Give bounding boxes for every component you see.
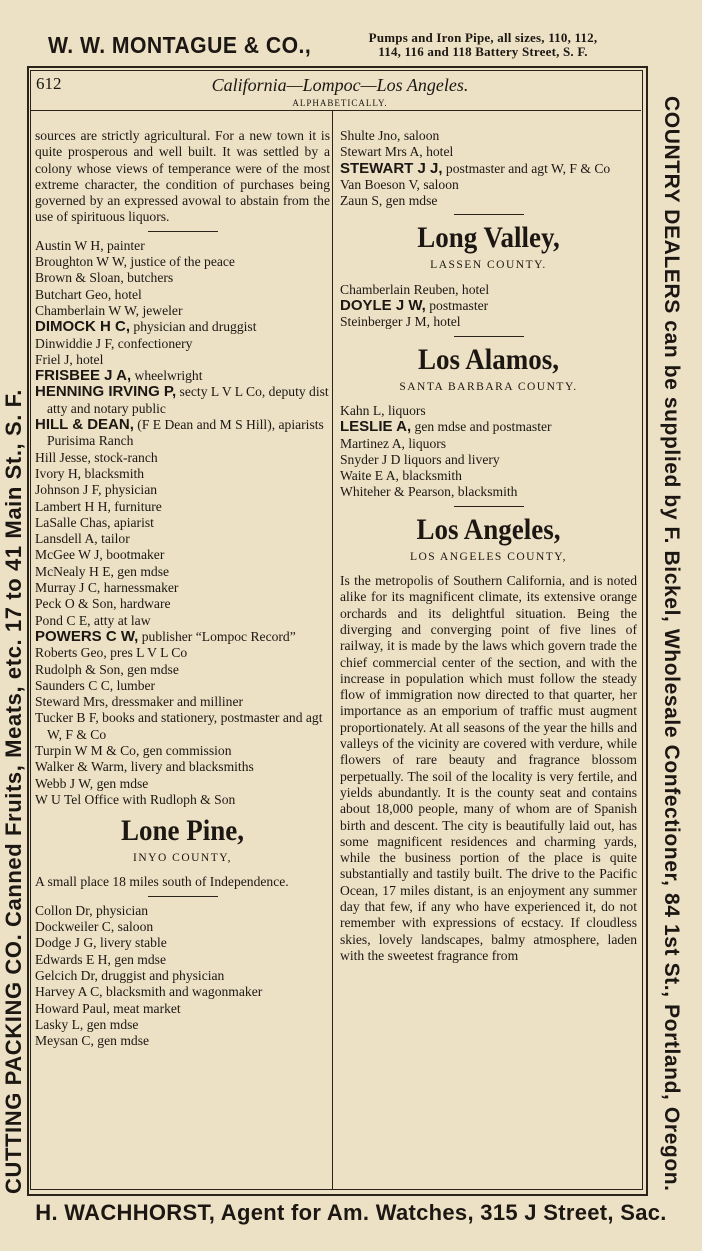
header-rule [30, 110, 641, 111]
listing-entry [340, 128, 637, 144]
listing-entry [35, 743, 330, 759]
listing-name-bold: POWERS C W, [35, 627, 139, 645]
left-column [35, 128, 330, 1049]
listing-text: Harvey A C, blacksmith and wagonmaker [35, 984, 263, 1000]
listing-entry [35, 1001, 330, 1017]
listing-text: gen mdse and postmaster [411, 419, 552, 435]
listing-entry [35, 336, 330, 352]
town-name-los-angeles: Los Angeles, [416, 512, 561, 546]
listing-text: Waite E A, blacksmith [340, 468, 462, 484]
listing-name-bold: STEWART J J, [340, 159, 443, 177]
column-divider [332, 111, 333, 1189]
listing-text: Pond C E, atty at law [35, 612, 151, 628]
listing-text: Steinberger J M, hotel [340, 314, 461, 330]
listing-text: Lasky L, gen mdse [35, 1016, 139, 1032]
listing-text: postmaster [425, 298, 489, 314]
left-margin-advertisement [0, 66, 28, 1196]
listing-entry [35, 710, 330, 743]
listing-text: Lansdell A, tailor [35, 531, 130, 547]
lompoc-listings-continued [340, 128, 637, 209]
listing-text: Edwards E H, gen mdse [35, 951, 166, 967]
listing-text: McNealy H E, gen mdse [35, 563, 170, 579]
listing-text: Tucker B F, books and stationery, postmaster and agt W, F & Co [35, 710, 323, 742]
listing-entry [340, 468, 637, 484]
listing-entry [340, 144, 637, 160]
listing-text: Hill Jesse, stock-ranch [35, 449, 158, 465]
listing-entry [340, 419, 637, 435]
listing-entry [35, 694, 330, 710]
county-lone-pine: INYO COUNTY, [133, 852, 232, 865]
listing-text: Dockweiler C, saloon [35, 919, 154, 935]
listing-text: McGee W J, bootmaker [35, 547, 165, 563]
listing-text: Collon Dr, physician [35, 902, 149, 918]
listing-entry [35, 450, 330, 466]
listing-text: Rudolph & Son, gen mdse [35, 661, 179, 677]
listing-entry [35, 547, 330, 563]
page-subtitle: ALPHABETICALLY. [292, 98, 388, 108]
listing-text: Brown & Sloan, butchers [35, 270, 174, 286]
los-angeles-description: Is the metropolis of Southern California, and is noted alike for its magnificent climate, its extensive orange orchards and its delightful situation. Being the diverging and converging point of five lines of railway, it is made by the laws which govern trade the chief commercial center of the section, and with the increase in population which must follow the steady flow of immigration now directed to that quarter, her importance as an emporium of traffic must augment proportionately. At all seasons of the year the hills and valleys of the vicinity are covered with verdure, while flowers of rare beauty and fragrance blossom perpetually. The soil of the locality is very fertile, and yields abundantly. It is the county seat and contains about 18,000 people, many of whom are of Spanish birth and descent. The city is beautifully laid out, has some magnificent residences and charming yards, while the business portion of the place is quite substantially and tastily built. The drive to the Pacific Ocean, 17 miles distant, is an enjoyment any summer day that few, if any who have experienced it, do not remember with expressions of ecstacy. If cloudless skies, lovely landscapes, balmy atmosphere, laden with the sweetest fragrance from [340, 573, 637, 963]
advertiser-tagline [318, 31, 648, 59]
top-advertisement [48, 30, 648, 64]
listing-text: Ivory H, blacksmith [35, 465, 145, 481]
listing-text: Shulte Jno, saloon [340, 128, 440, 143]
long-valley-listings [340, 282, 637, 331]
listing-text: Roberts Geo, pres L V L Co [35, 645, 188, 661]
right-column [340, 128, 637, 964]
listing-text: postmaster and agt W, F & Co [442, 160, 611, 176]
listing-text: Lambert H H, furniture [35, 498, 162, 514]
right-margin-text: COUNTRY DEALERS can be supplied by F. Bickel, Wholesale Confectioner, 84 1st St., Portland, Oregon. [660, 96, 683, 1192]
section-rule [454, 506, 524, 507]
listing-entry [35, 564, 330, 580]
listing-text: Peck O & Son, hardware [35, 596, 171, 612]
county-los-angeles: LOS ANGELES COUNTY, [409, 550, 568, 563]
page-number: 612 [36, 74, 62, 93]
town-name-long-valley: Long Valley, [417, 221, 560, 255]
town-name-los-alamos: Los Alamos, [417, 342, 560, 376]
tagline-line-1: Pumps and Iron Pipe, all sizes, 110, 112, [368, 30, 598, 45]
listing-text: Austin W H, painter [35, 237, 145, 253]
listing-entry [35, 759, 330, 775]
left-margin-text: CUTTING PACKING CO. Canned Fruits, Meats, etc. 17 to 41 Main St., S. F. [1, 389, 26, 1194]
listing-text: Saunders C C, lumber [35, 677, 156, 693]
listing-text: Murray J C, harnessmaker [35, 580, 179, 596]
listing-entry [35, 968, 330, 984]
listing-text: Johnson J F, physician [35, 482, 158, 498]
listing-text: Gelcich Dr, druggist and physician [35, 967, 225, 983]
listing-text: Butchart Geo, hotel [35, 286, 142, 302]
los-alamos-listings [340, 403, 637, 501]
listing-entry [35, 482, 330, 498]
listing-text: Turpin W M & Co, gen commission [35, 742, 232, 758]
listing-text: secty L V L Co, deputy dist atty and notary public [47, 384, 329, 416]
listing-entry [340, 177, 637, 193]
listing-entry [35, 368, 330, 384]
listing-entry [35, 613, 330, 629]
listing-entry [35, 629, 330, 645]
listing-entry [35, 417, 330, 450]
listing-text: Dodge J G, livery stable [35, 935, 167, 951]
listing-name-bold: FRISBEE J A, [35, 367, 132, 385]
listing-name-bold: HENNING IRVING P, [35, 383, 177, 401]
listing-entry [35, 352, 330, 368]
listing-entry [35, 919, 330, 935]
listing-name-bold: LESLIE A, [340, 418, 412, 436]
listing-entry [35, 319, 330, 335]
section-rule [454, 214, 524, 215]
listing-entry [35, 499, 330, 515]
listing-text: Meysan C, gen mdse [35, 1033, 150, 1049]
listing-entry [35, 935, 330, 951]
listing-entry [35, 384, 330, 417]
listing-entry [340, 193, 637, 209]
listing-text: wheelwright [131, 368, 203, 384]
listing-entry [35, 952, 330, 968]
listing-text: Kahn L, liquors [340, 402, 426, 418]
section-rule [454, 336, 524, 337]
listing-entry [340, 403, 637, 419]
listing-text: publisher “Lompoc Record” [138, 628, 296, 644]
listing-text: Dinwiddie J F, confectionery [35, 335, 193, 351]
county-long-valley: LASSEN COUNTY. [430, 259, 547, 272]
listing-entry [35, 984, 330, 1000]
listing-entry [35, 678, 330, 694]
listing-name-bold: HILL & DEAN, [35, 416, 134, 434]
section-rule [148, 231, 218, 232]
bottom-advertisement: H. WACHHORST, Agent for Am. Watches, 315 J Street, Sac. [35, 1200, 667, 1225]
listing-entry [340, 298, 637, 314]
listing-entry [35, 662, 330, 678]
right-margin-advertisement [648, 96, 694, 1192]
listing-text: (F E Dean and M S Hill), apiarists Purisima Ranch [47, 417, 324, 449]
listing-entry [340, 161, 637, 177]
listing-text: Zaun S, gen mdse [340, 193, 438, 209]
listing-entry [35, 1033, 330, 1049]
listing-name-bold: DIMOCK H C, [35, 318, 130, 336]
listing-text: physician and druggist [130, 319, 257, 335]
listing-text: Friel J, hotel [35, 351, 104, 367]
listing-entry [35, 515, 330, 531]
listing-entry [35, 238, 330, 254]
listing-entry [35, 596, 330, 612]
county-los-alamos: SANTA BARBARA COUNTY. [399, 380, 578, 393]
listing-entry [340, 452, 637, 468]
tagline-line-2: 114, 116 and 118 Battery Street, S. F. [378, 44, 588, 59]
listing-entry [35, 303, 330, 319]
lompoc-description: sources are strictly agricultural. For a new town it is quite prosperous and well built. It was settled by a colony whose views of temperance were of the most extreme character, the condition of purchases being governed by an expressed avowal to abstain from the use of spirituous liquors. [35, 128, 330, 225]
listing-text: W U Tel Office with Rudloph & Son [35, 791, 236, 807]
listing-entry [35, 466, 330, 482]
lompoc-listings [35, 238, 330, 808]
advertiser-name: W. W. MONTAGUE & CO., [48, 32, 312, 58]
listing-text: Webb J W, gen mdse [35, 775, 149, 791]
listing-text: Snyder J D liquors and livery [340, 451, 500, 467]
listing-entry [35, 580, 330, 596]
listing-entry [35, 792, 330, 808]
listing-text: LaSalle Chas, apiarist [35, 514, 154, 530]
lone-pine-listings [35, 903, 330, 1050]
section-rule [148, 896, 218, 897]
listing-entry [340, 484, 637, 500]
listing-entry [35, 903, 330, 919]
listing-entry [35, 531, 330, 547]
listing-entry [35, 270, 330, 286]
listing-entry [35, 776, 330, 792]
listing-entry [35, 1017, 330, 1033]
listing-text: Broughton W W, justice of the peace [35, 254, 235, 270]
lone-pine-description: A small place 18 miles south of Independence. [35, 874, 289, 890]
listing-text: Walker & Warm, livery and blacksmiths [35, 759, 254, 775]
listing-text: Whiteher & Pearson, blacksmith [340, 484, 518, 500]
listing-text: Stewart Mrs A, hotel [340, 144, 454, 160]
listing-name-bold: DOYLE J W, [340, 297, 426, 315]
listing-entry [340, 282, 637, 298]
listing-entry [340, 436, 637, 452]
listing-entry [35, 254, 330, 270]
listing-text: Van Boeson V, saloon [340, 176, 459, 192]
listing-text: Chamberlain Reuben, hotel [340, 281, 490, 297]
listing-text: Martinez A, liquors [340, 435, 447, 451]
listing-text: Chamberlain W W, jeweler [35, 302, 183, 318]
listing-text: Howard Paul, meat market [35, 1000, 181, 1016]
town-name-lone-pine: Lone Pine, [120, 814, 244, 848]
listing-entry [35, 287, 330, 303]
page-title: California—Lompoc—Los Angeles. [211, 75, 469, 95]
listing-entry [340, 314, 637, 330]
listing-text: Steward Mrs, dressmaker and milliner [35, 694, 244, 710]
listing-entry [35, 645, 330, 661]
